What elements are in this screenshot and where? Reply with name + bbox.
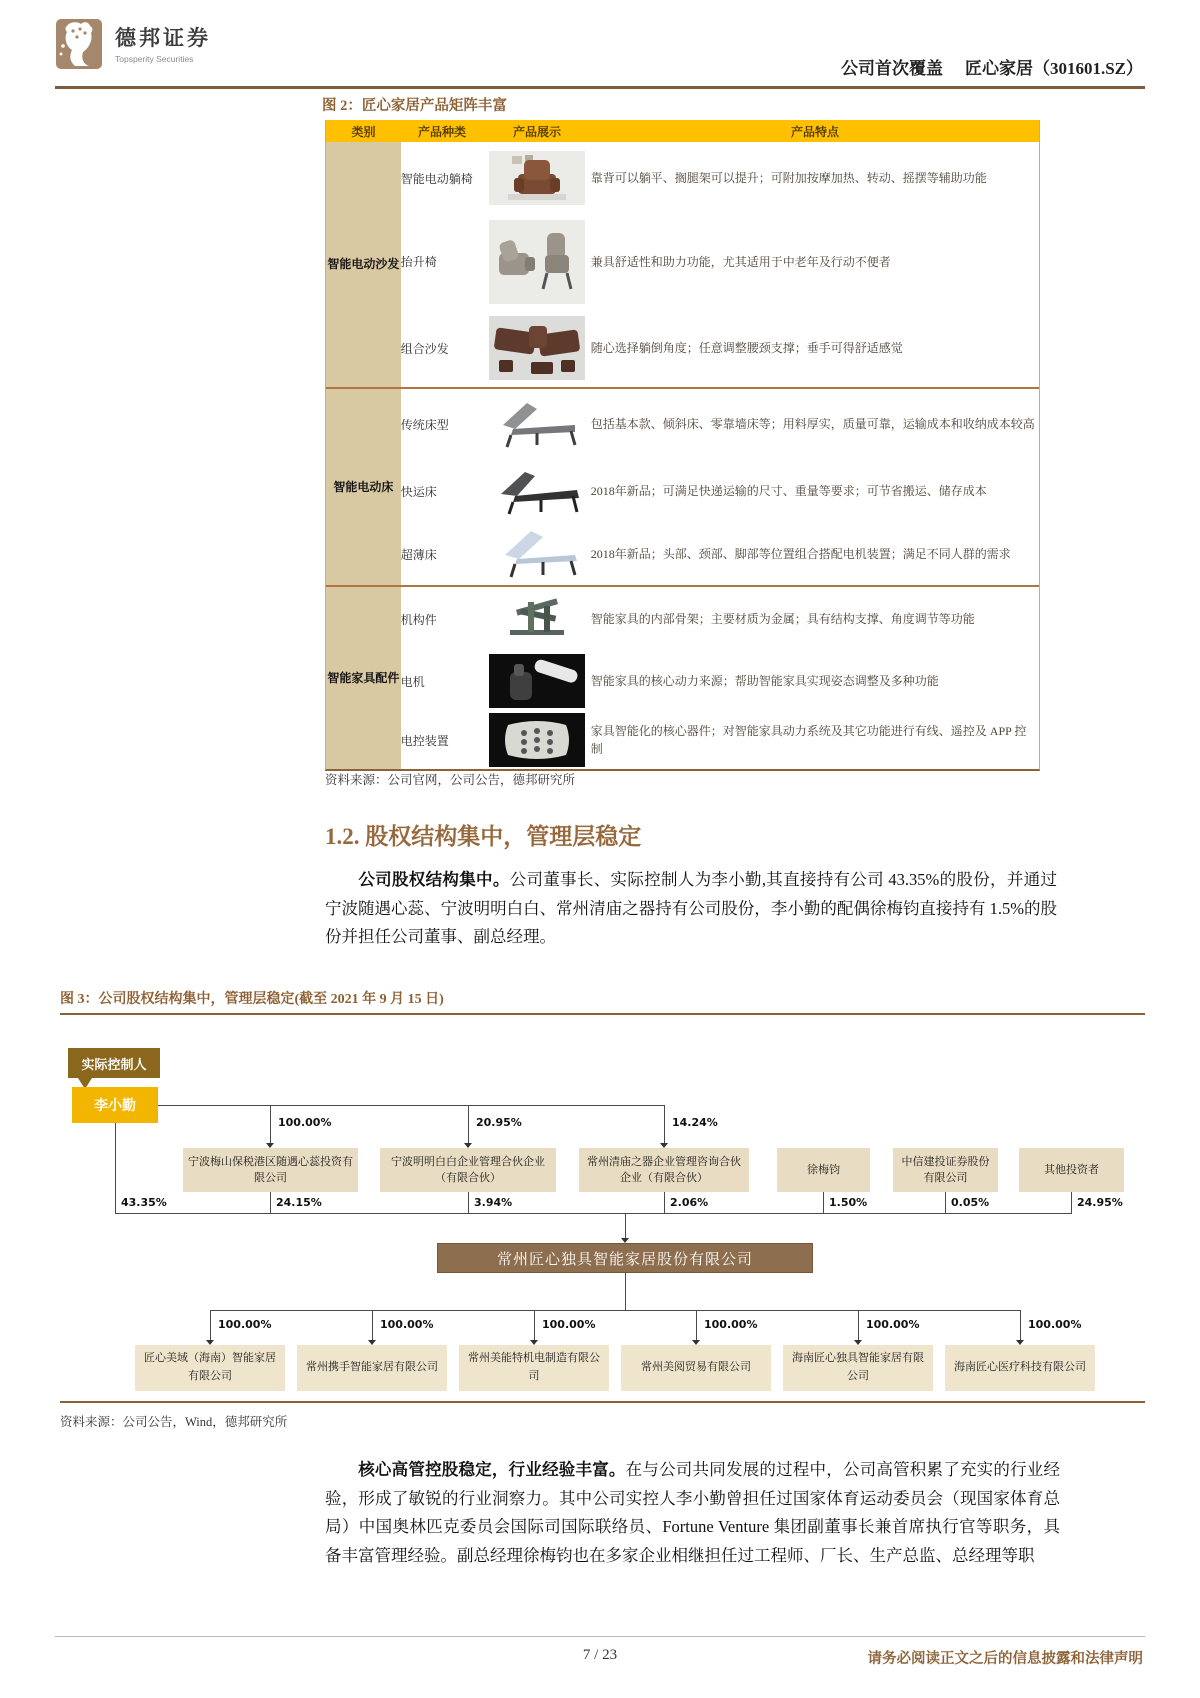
brand-name-en: Topsperity Securities (115, 54, 194, 64)
col-header-type: 产品种类 (417, 124, 466, 139)
table-row (401, 587, 1039, 651)
connector-line (823, 1192, 824, 1213)
traditional-bed-product-photo (489, 397, 585, 451)
ownership-pct: 20.95% (476, 1116, 522, 1129)
shareholder-box: 宁波梅山保税港区随遇心蕊投资有限公司 (183, 1148, 358, 1192)
product-features: 靠背可以躺平、搁腿架可以提升；可附加按摩加热、转动、摇摆等辅助功能 (590, 171, 987, 185)
col-header-category: 类别 (351, 124, 376, 139)
bus-line (210, 1310, 1020, 1311)
brand-logo (55, 18, 211, 72)
connector-line (270, 1105, 271, 1143)
figure2-title: 图 2：匠心家居产品矩阵丰富 (322, 98, 507, 114)
connector-line (664, 1105, 665, 1143)
category-cell: 智能电动床 (326, 389, 401, 585)
paragraph-ownership (325, 866, 1057, 952)
product-features: 智能家具的核心动力来源；帮助智能家具实现姿态调整及多种功能 (590, 674, 939, 688)
bus-line (115, 1213, 1072, 1214)
subsidiary-pct: 100.00% (1028, 1318, 1082, 1331)
table-row (401, 711, 1039, 769)
brand-name-cn: 德邦证券 (115, 27, 211, 50)
connector-line (625, 1213, 626, 1239)
section-heading: 1.2. 股权结构集中，管理层稳定 (325, 824, 642, 849)
footer-disclaimer: 请务必阅读正文之后的信息披露和法律声明 (867, 1651, 1143, 1667)
company-box: 常州匠心独具智能家居股份有限公司 (437, 1243, 813, 1273)
connector-line (1020, 1310, 1021, 1340)
connector-line (468, 1192, 469, 1213)
subsidiary-pct: 100.00% (218, 1318, 272, 1331)
connector-line (158, 1105, 664, 1106)
connector-line (664, 1192, 665, 1213)
product-features: 兼具舒适性和助力功能，尤其适用于中老年及行动不便者 (590, 254, 891, 269)
shareholder-box: 徐梅钧 (777, 1148, 870, 1192)
connector-line (1071, 1192, 1072, 1213)
col-header-features: 产品特点 (790, 124, 839, 139)
stock-name-label: 匠心家居（301601.SZ） (964, 59, 1143, 78)
paragraph-body: 在与公司共同发展的过程中，公司高管积累了充实的行业经验，形成了敏锐的行业洞察力。其中公司实控人李小勤曾担任过国家体育运动委员会（现国家体育总局）中国奥林匹克委员会国际司国际联络员、Fortune Venture 集团副董事长兼首席执行官等职务，具备丰富管理经验。副总经理徐梅钧也在多家企业相继担任过工程师、厂长、生产总监、总经理等职 (325, 1460, 1061, 1565)
product-features: 随心选择躺倒角度；任意调整腰颈支撑；垂手可得舒适感觉 (590, 341, 903, 355)
lift-chair-product-photo (489, 220, 585, 304)
subsidiary-box: 海南匠心医疗科技有限公司 (945, 1345, 1095, 1391)
table-group-parts (326, 585, 1039, 769)
subsidiary-box: 匠心美域（海南）智能家居有限公司 (135, 1345, 285, 1391)
product-features: 包括基本款、倾斜床、零靠墙床等；用料厚实，质量可靠，运输成本和收纳成本较高 (590, 417, 1035, 431)
footer-divider (55, 1636, 1145, 1637)
product-type: 组合沙发 (400, 341, 449, 356)
ownership-pct: 14.24% (672, 1116, 718, 1129)
header-divider (55, 86, 1145, 89)
paragraph-lead: 公司股权结构集中。 (358, 870, 510, 889)
connector-line (534, 1310, 535, 1340)
shareholder-box: 宁波明明白白企业管理合伙企业（有限合伙） (380, 1148, 556, 1192)
remote-control-product-photo (489, 713, 585, 767)
express-bed-product-photo (489, 464, 585, 518)
product-type: 智能电动躺椅 (400, 171, 473, 186)
table-row (401, 389, 1039, 459)
holding-pct: 3.94% (474, 1196, 513, 1209)
paragraph-management (325, 1456, 1060, 1570)
connector-line (945, 1192, 946, 1213)
subsidiary-box: 常州美阅贸易有限公司 (621, 1345, 771, 1391)
figure3-title: 图 3：公司股权结构集中，管理层稳定(截至 2021 年 9 月 15 日) (60, 992, 444, 1007)
table-row (401, 214, 1039, 309)
subsidiary-box: 海南匠心独具智能家居有限公司 (783, 1345, 933, 1391)
controller-name-box: 李小勤 (72, 1087, 158, 1123)
connector-line (696, 1310, 697, 1340)
table-row (401, 142, 1039, 214)
connector-line (270, 1192, 271, 1213)
table-header-row (326, 120, 1039, 142)
shareholder-box: 中信建投证券股份有限公司 (893, 1148, 998, 1192)
product-type: 机构件 (400, 612, 437, 627)
recliner-product-photo (489, 151, 585, 205)
table-group-sofa (326, 142, 1039, 387)
mechanism-product-photo (489, 592, 585, 646)
product-type: 抬升椅 (400, 255, 437, 269)
page-number: 7 / 23 (582, 1647, 618, 1663)
ownership-structure-chart (60, 1022, 1145, 1407)
sectional-sofa-product-photo (489, 316, 585, 380)
product-matrix-table (325, 120, 1040, 771)
product-type: 快运床 (400, 484, 437, 499)
report-type-label: 公司首次覆盖 (840, 59, 943, 78)
shareholder-box: 常州清庙之器企业管理咨询合伙企业（有限合伙） (579, 1148, 749, 1192)
shareholder-box: 其他投资者 (1019, 1148, 1124, 1192)
product-type: 电机 (400, 674, 425, 689)
leopard-logo-icon (55, 18, 105, 72)
product-type: 超薄床 (400, 547, 437, 562)
holding-pct: 0.05% (951, 1196, 990, 1209)
col-header-display: 产品展示 (512, 124, 561, 139)
subsidiary-pct: 100.00% (866, 1318, 920, 1331)
subsidiary-box: 常州美能特机电制造有限公司 (459, 1345, 609, 1391)
paragraph-lead: 核心高管控股稳定，行业经验丰富。 (358, 1460, 626, 1479)
ownership-pct: 100.00% (278, 1116, 332, 1129)
table-row (401, 523, 1039, 585)
holding-pct: 1.50% (829, 1196, 868, 1209)
ultra-thin-bed-product-photo (489, 527, 585, 581)
holding-pct: 2.06% (670, 1196, 709, 1209)
holding-pct: 43.35% (121, 1196, 167, 1209)
figure3-top-rule (60, 1013, 1145, 1015)
connector-line (115, 1123, 116, 1213)
table-row (401, 459, 1039, 523)
product-features: 2018年新品；可满足快递运输的尺寸、重量等要求；可节省搬运、储存成本 (590, 484, 987, 498)
product-features: 智能家具的内部骨架；主要材质为金属；具有结构支撑、角度调节等功能 (590, 612, 975, 626)
figure3-bottom-rule (60, 1401, 1145, 1403)
figure2-source: 资料来源：公司官网，公司公告，德邦研究所 (325, 773, 576, 787)
connector-line (858, 1310, 859, 1340)
figure3-source: 资料来源：公司公告，Wind，德邦研究所 (60, 1415, 288, 1429)
header-report-info (841, 54, 1143, 79)
motor-product-photo (489, 654, 585, 708)
holding-pct: 24.15% (276, 1196, 322, 1209)
holding-pct: 24.95% (1077, 1196, 1123, 1209)
table-group-bed (326, 387, 1039, 585)
actual-controller-tag: 实际控制人 (68, 1048, 160, 1078)
table-row (401, 309, 1039, 387)
connector-line (468, 1105, 469, 1143)
product-type: 传统床型 (400, 417, 449, 432)
product-features: 家具智能化的核心器件；对智能家具动力系统及其它功能进行有线、遥控及 APP 控制 (590, 724, 1027, 756)
connector-line (210, 1310, 211, 1340)
category-cell: 智能电动沙发 (326, 142, 401, 387)
paragraph-body: 公司董事长、实际控制人为李小勤,其直接持有公司 43.35%的股份，并通过宁波随遇心蕊、宁波明明白白、常州清庙之器持有公司股份，李小勤的配偶徐梅钧直接持有 1.5%的股份并担任公司董事、副总经理。 (325, 870, 1057, 947)
product-type: 电控装置 (400, 733, 449, 748)
subsidiary-pct: 100.00% (380, 1318, 434, 1331)
connector-line (625, 1273, 626, 1310)
subsidiary-pct: 100.00% (704, 1318, 758, 1331)
table-row (401, 651, 1039, 711)
subsidiary-box: 常州携手智能家居有限公司 (297, 1345, 447, 1391)
category-cell: 智能家具配件 (326, 587, 401, 769)
product-features: 2018年新品；头部、颈部、脚部等位置组合搭配电机装置；满足不同人群的需求 (590, 547, 1011, 561)
subsidiary-pct: 100.00% (542, 1318, 596, 1331)
connector-line (372, 1310, 373, 1340)
